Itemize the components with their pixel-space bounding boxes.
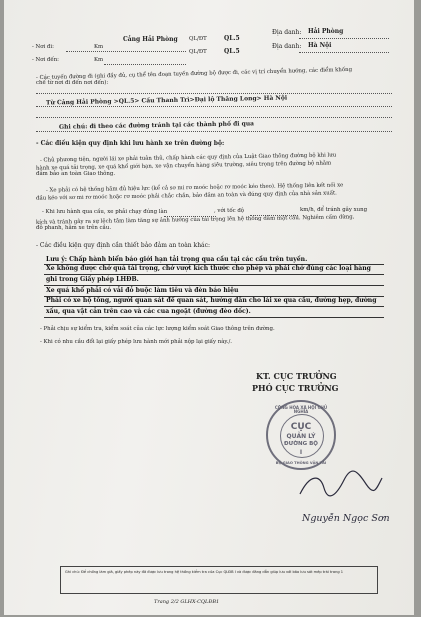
safety-rule-3 — [44, 285, 384, 286]
conditions-p1-l1: - Chủ phương tiện, người lái xe phải tuân thủ, chấp hành các quy định của Luật Giao thông đường bộ khi lưu — [39, 152, 337, 164]
conditions-p2-l2: đầu kéo với sơ mi rơ moóc hoặc rơ moóc phải chắc chắn, bảo đảm an toàn và đúng quy định của nhà sản xuất. — [35, 190, 337, 202]
safety-note-6: xấu, qua vật cản trên cao và các cua ngoặt (đường đèo dốc). — [46, 308, 251, 315]
from-km-label: Km — [94, 44, 104, 50]
permit-page — [4, 0, 414, 615]
to-label: - Nơi đến: — [32, 57, 59, 63]
page-number: Trang 2/2 GLHX-CQLĐB1 — [154, 599, 220, 605]
from-underline — [66, 51, 186, 52]
conditions-p3-l3: đỗ phanh, hãm xe trên cầu. — [36, 225, 112, 231]
conditions-p3-l2: kích và tránh gây ra sự lệch tâm làm tăng sự ảnh hưởng của tải trọng lên hệ thống dầm mặt cầu. Nghiêm cấm dừng, — [35, 214, 355, 226]
safety-p2: - Khi có nhu cầu đổi lại giấy phép lưu hành mới phải nộp lại giấy này./. — [40, 339, 233, 345]
conditions-p3-l1c: km/h, để tránh gây xung — [300, 207, 368, 213]
from-area-underline — [299, 38, 389, 39]
safety-note-2: Xe không được chở quá tải trọng, chở vượt kích thước cho phép và phải chở đúng các loại hàng — [46, 265, 371, 272]
conditions-p3-l1b: , với tốc độ — [214, 208, 245, 214]
to-road-label: QL/ĐT — [189, 49, 207, 55]
routes-underline-2 — [36, 106, 392, 107]
stamp-line-1: CỤC — [290, 422, 312, 432]
from-road: QL.5 — [224, 35, 240, 42]
footer-note: Ghi chú: Để chống làm giả, giấy phép này đã được lưu trong hệ thống kiểm tra của Cục QLĐB I và được đăng dẫn giúp lưu với bảo lưu sát mép trái trang 1 — [65, 570, 344, 574]
safety-note-5: Phải có xe hộ tống, người quan sát để quan sát, hướng dẫn cho lái xe qua cầu, đường hẹp, đường — [46, 297, 377, 304]
safety-rule-5 — [44, 306, 384, 307]
routes-underline-1 — [36, 93, 392, 94]
to-area-label: Địa danh: — [272, 43, 302, 50]
safety-note-1: Lưu ý: Chấp hành biển báo giới hạn tải trọng qua cầu tại các cầu trên tuyến. — [46, 256, 308, 263]
safety-note-3: ghi trong Giấy phép LHĐB. — [46, 276, 139, 283]
from-area-label: Địa danh: — [272, 29, 302, 36]
safety-rule-6 — [44, 317, 384, 318]
signature-title-1: KT. CỤC TRƯỞNG — [256, 371, 337, 381]
from-label: - Nơi đi: — [32, 44, 54, 50]
route-text: Từ Cảng Hải Phòng >QL.5> Cầu Thanh Trì>Đại lộ Thăng Long> Hà Nội — [45, 94, 288, 107]
conditions-p1-l2: hành xe quá tải trọng, xe quá khổ giới hạn, xe vận chuyển hàng siêu trường, siêu trọng trên đường bộ nhằm — [35, 160, 332, 172]
handwritten-signature — [296, 470, 386, 500]
footer-box — [60, 566, 378, 594]
safety-rule-2 — [44, 274, 384, 275]
stamp-ring-bottom: BỘ GIAO THÔNG VẬN TẢI — [275, 461, 327, 465]
stamp-line-3: ĐƯỜNG BỘ — [284, 441, 318, 447]
routes-underline-3 — [36, 117, 392, 118]
from-road-label: QL/ĐT — [189, 36, 207, 42]
routes-intro-1: - Các tuyến đường đi (ghi đầy đủ, cụ thể tên đoạn tuyến đường bộ được đi, các vị trí chuyển hướng, các điểm khống — [35, 66, 353, 82]
stamp-line-4: I — [299, 449, 303, 456]
stamp-ring-top: CỘNG HÒA XÃ HỘI CHỦ NGHĨA — [274, 405, 328, 414]
safety-heading: - Các điều kiện quy định cần thiết bảo đảm an toàn khác: — [36, 242, 211, 249]
conditions-p3-l1a: - Khi lưu hành qua cầu, xe phải chạy đúng làn — [42, 209, 168, 215]
to-area: Hà Nội — [308, 42, 332, 49]
safety-p1: - Phải chịu sự kiểm tra, kiểm soát của các lực lượng kiểm soát Giao thông trên đường. — [40, 326, 275, 332]
to-area-underline — [299, 52, 389, 53]
to-km-label: Km — [94, 57, 104, 63]
from-area: Hải Phòng — [308, 28, 344, 35]
routes-intro-2: chế từ nơi đi đến nơi đến): — [36, 80, 109, 86]
conditions-p2-l1: - Xe phải có hệ thống hãm đủ hiệu lực (kể cả sơ mi rơ moóc hoặc rơ moóc kéo theo). Hệ thống liên kết nối xe — [45, 182, 344, 194]
signer-name: Nguyễn Ngọc Sơn — [302, 513, 390, 524]
route-note: Ghi chú: đi theo các đường tránh tại các thành phố đi qua — [58, 120, 255, 131]
official-stamp — [266, 400, 336, 470]
safety-note-4: Xe quá khổ phải có vải đỏ buộc làm tiêu và đèn báo hiệu — [46, 287, 239, 294]
from-place: Cảng Hải Phòng — [123, 36, 178, 43]
conditions-heading: - Các điều kiện quy định khi lưu hành xe trên đường bộ: — [36, 140, 225, 147]
to-underline — [104, 64, 186, 65]
stamp-line-2: QUẢN LÝ — [286, 433, 316, 440]
conditions-p1-l3: đảm bảo an toàn Giao thông. — [36, 171, 116, 177]
to-road: QL.5 — [224, 48, 240, 55]
routes-underline-4 — [36, 131, 392, 132]
signature-title-2: PHÓ CỤC TRƯỞNG — [252, 383, 339, 393]
